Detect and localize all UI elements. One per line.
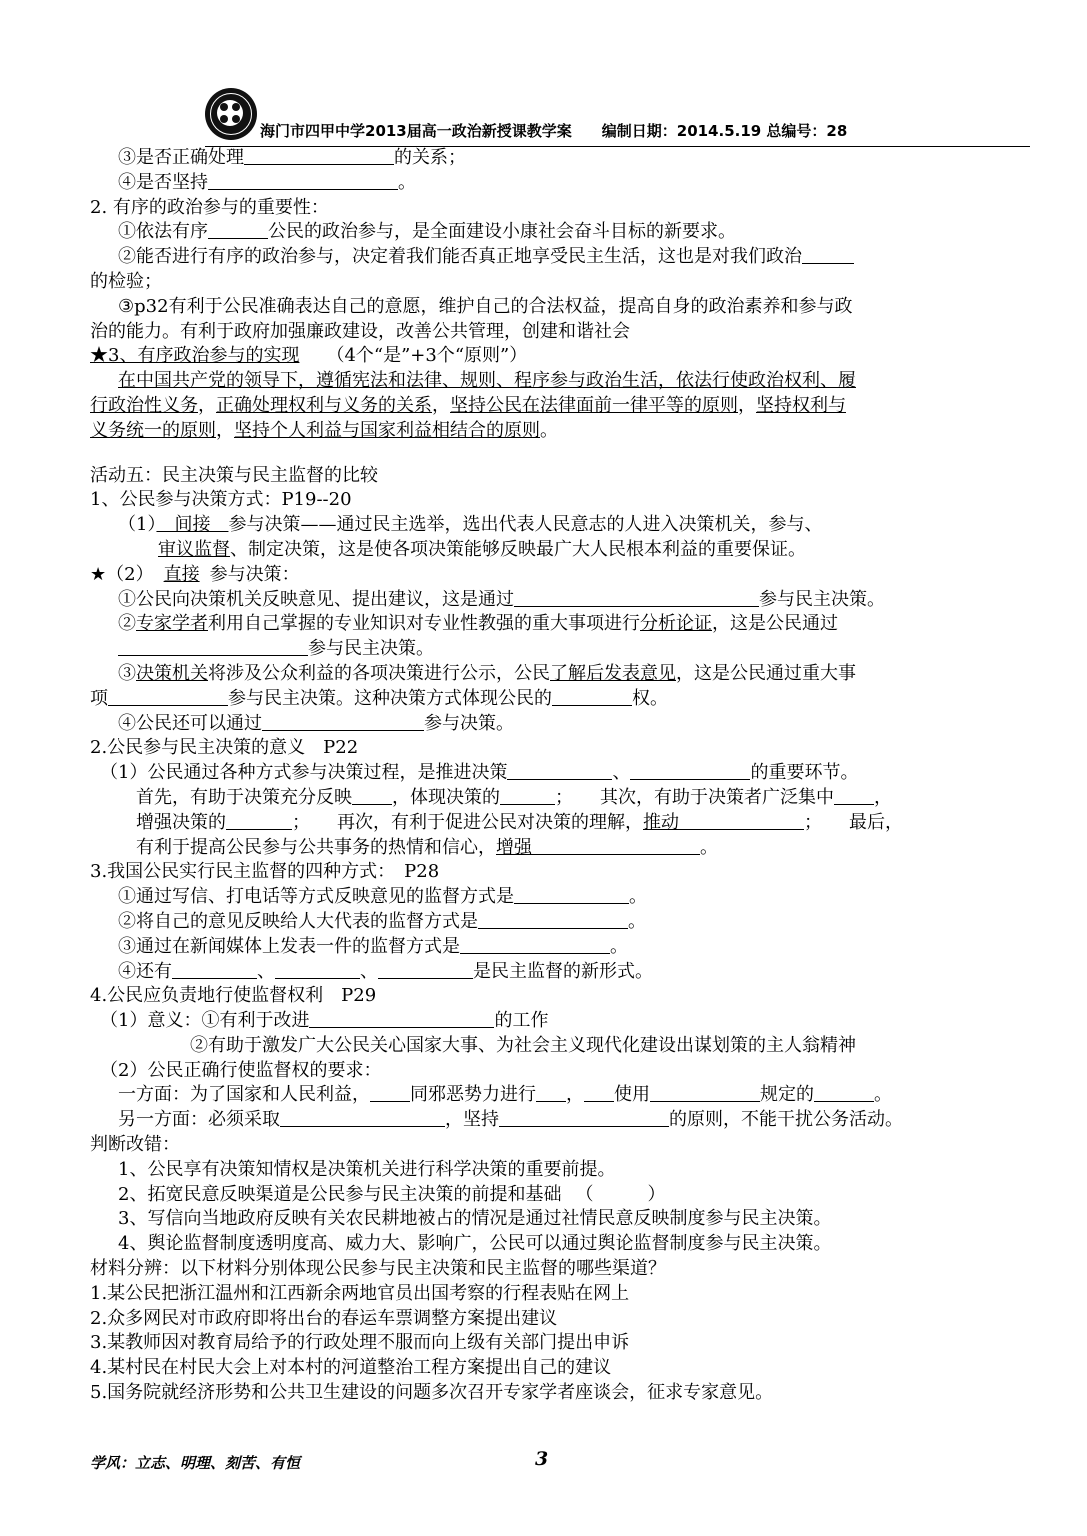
supervision-1: ①通过写信、打电话等方式反映意见的监督方式是 。 — [118, 886, 647, 908]
supervision-2: ②将自己的意见反映给人大代表的监督方式是 。 — [118, 910, 646, 932]
answer-blank[interactable] — [500, 786, 555, 805]
answer-blank[interactable] — [536, 1083, 566, 1102]
answer-blank[interactable] — [802, 245, 854, 264]
subsection-heading: 4.公民应负责地行使监督权利 P29 — [90, 985, 377, 1007]
direct-4: ④公民还可以通过 参与决策。 — [118, 712, 514, 734]
school-logo — [205, 88, 257, 140]
judge-item-2: 2、拓宽民意反映渠道是公民参与民主决策的前提和基础 （ ） — [118, 1183, 666, 1205]
material-heading: 材料分辨：以下材料分别体现公民参与民主决策和民主监督的哪些渠道？ — [90, 1258, 666, 1280]
page-number: 3 — [535, 1448, 549, 1470]
answer-blank[interactable] — [630, 761, 750, 780]
answer-blank[interactable] — [352, 786, 392, 805]
realization-text-end: 义务统一的原则，坚持个人利益与国家利益相结合的原则。 — [90, 419, 558, 441]
direct-3: ③决策机关将涉及公众利益的各项决策进行公示，公民了解后发表意见，这是公民通过重大事 — [118, 662, 856, 684]
importance-2-cont: 的检验； — [90, 270, 162, 292]
answer-blank[interactable] — [378, 960, 473, 979]
answer-blank[interactable] — [478, 910, 628, 929]
direct-3-cont: 项 参与民主决策。这种决策方式体现公民的 权。 — [90, 687, 668, 709]
material-item-3: 3.某教师因对教育局给予的行政处理不服而向上级有关部门提出申诉 — [90, 1332, 630, 1354]
direct-1: ①公民向决策机关反映意见、提出建议，这是通过 参与民主决策。 — [118, 588, 885, 610]
answer-blank[interactable] — [679, 811, 804, 830]
supervision-3: ③通过在新闻媒体上发表一件的监督方式是 。 — [118, 935, 628, 957]
importance-3-cont: 治的能力。有利于政府加强廉政建设，改善公共管理，创建和谐社会 — [90, 320, 630, 342]
requirement-2: 另一方面：必须采取 ，坚持 的原则，不能干扰公务活动。 — [118, 1109, 903, 1131]
realization-text: 在中国共产党的领导下，遵循宪法和法律、规则、程序参与政治生活，依法行使政治权利、履 — [118, 370, 856, 392]
answer-blank[interactable] — [118, 637, 308, 656]
judge-item-3: 3、写信向当地政府反映有关农民耕地被占的情况是通过社情民意反映制度参与民主决策。 — [118, 1208, 832, 1230]
judge-heading: 判断改错： — [90, 1134, 180, 1156]
answer-blank[interactable] — [650, 1083, 760, 1102]
requirements-heading: （2）公民正确行使监督权的要求： — [100, 1059, 382, 1081]
significance-1-again: 增强决策的 ； 再次，有利于促进公民对决策的理解，推动 ； 最后， — [136, 811, 903, 833]
requirement-1: 一方面：为了国家和人民利益， 同邪恶势力进行 ， 使用 规定的 。 — [118, 1084, 892, 1106]
significance-1-firstly: 首先，有助于决策充分反映 ，体现决策的 ； 其次，有助于决策者广泛集中 ， — [136, 786, 892, 808]
answer-blank[interactable] — [507, 761, 612, 780]
direct-2: ②专家学者利用自己掌握的专业知识对专业性教强的重大事项进行分析论证，这是公民通过 — [118, 613, 838, 635]
subsection-heading: 3.我国公民实行民主监督的四种方式： P28 — [90, 861, 440, 883]
answer-blank[interactable] — [262, 712, 424, 731]
answer-blank[interactable] — [108, 687, 228, 706]
answer-blank[interactable] — [275, 960, 360, 979]
meaning-2: ②有助于激发广大公民关心国家大事、为社会主义现代化建设出谋划策的主人翁精神 — [190, 1034, 856, 1056]
activity-heading: 活动五：民主决策与民主监督的比较 — [90, 464, 378, 486]
meaning-1: （1）意义：①有利于改进 的工作 — [100, 1010, 549, 1032]
realization-text-cont: 行政治性义务，正确处理权利与义务的关系，坚持公民在法律面前一律平等的原则，坚持权利与 — [90, 394, 846, 416]
answer-blank[interactable] — [514, 588, 759, 607]
answer-blank[interactable] — [208, 220, 268, 239]
page-header — [205, 88, 1030, 147]
indirect-participation: （1） 间接 参与决策——通过民主选举，选出代表人民意志的人进入决策机关，参与、 — [118, 514, 823, 536]
material-item-5: 5.国务院就经济形势和公共卫生建设的问题多次召开专家学者座谈会，征求专家意见。 — [90, 1382, 774, 1404]
supervision-4: ④还有 、 、 是民主监督的新形式。 — [118, 960, 653, 982]
answer-blank[interactable] — [514, 885, 629, 904]
worksheet-body — [90, 146, 1002, 1406]
footer-motto: 学风：立志、明理、刻苦、有恒 — [90, 1454, 301, 1472]
material-item-1: 1.某公民把浙江温州和江西新余两地官员出国考察的行程表贴在网上 — [90, 1282, 630, 1304]
answer-blank[interactable] — [226, 811, 292, 830]
answer-blank[interactable] — [172, 960, 257, 979]
significance-1: （1）公民通过各种方式参与决策过程，是推进决策 、 的重要环节。 — [100, 762, 859, 784]
item-4: ④是否坚持 。 — [118, 171, 416, 193]
section-heading: 2. 有序的政治参与的重要性： — [90, 196, 329, 218]
answer-blank[interactable] — [309, 1009, 494, 1028]
judge-item-4: 4、舆论监督制度透明度高、威力大、影响广，公民可以通过舆论监督制度参与民主决策。 — [118, 1233, 832, 1255]
answer-blank[interactable] — [552, 687, 632, 706]
answer-blank[interactable] — [499, 1108, 669, 1127]
answer-blank[interactable] — [834, 786, 874, 805]
judge-item-1: 1、公民享有决策知情权是决策机关进行科学决策的重要前提。 — [118, 1158, 616, 1180]
answer-blank[interactable] — [814, 1083, 874, 1102]
answer-blank[interactable] — [584, 1083, 614, 1102]
subsection-heading: 2.公民参与民主决策的意义 P22 — [90, 737, 359, 759]
direct-2-cont: 参与民主决策。 — [90, 637, 1002, 662]
direct-participation: ★（2） 直接 参与决策： — [90, 563, 300, 585]
answer-blank[interactable] — [280, 1108, 445, 1127]
material-item-2: 2.众多网民对市政府即将出台的春运车票调整方案提出建议 — [90, 1307, 558, 1329]
answer-blank[interactable] — [370, 1083, 410, 1102]
answer-blank[interactable] — [208, 171, 398, 190]
subsection-heading: 1、公民参与决策方式：P19--20 — [90, 489, 352, 511]
header-title: 海门市四甲中学2013届高一政治新授课教学案 编制日期：2014.5.19 总编号：28 — [260, 122, 848, 140]
importance-1: ①依法有序 公民的政治参与，是全面建设小康社会奋斗目标的新要求。 — [118, 221, 736, 243]
section-heading-starred: ★3、有序政治参与的实现 （4个“是”+3个“原则”） — [90, 345, 528, 367]
material-item-4: 4.某村民在村民大会上对本村的河道整治工程方案提出自己的建议 — [90, 1357, 612, 1379]
answer-blank[interactable] — [532, 836, 700, 855]
answer-blank[interactable] — [244, 146, 394, 165]
significance-1-finally: 有利于提高公民参与公共事务的热情和信心，增强 。 — [136, 836, 718, 858]
answer-blank[interactable] — [460, 935, 610, 954]
indirect-participation-cont: 审议监督、制定决策，这是使各项决策能够反映最广大人民根本利益的重要保证。 — [158, 538, 806, 560]
importance-2: ②能否进行有序的政治参与，决定着我们能否真正地享受民主生活，这也是对我们政治 — [90, 245, 1002, 270]
importance-3: ③p32有利于公民准确表达自己的意愿，维护自己的合法权益，提高自身的政治素养和参与政 — [118, 295, 853, 317]
item-3: ③是否正确处理 的关系； — [118, 147, 466, 168]
